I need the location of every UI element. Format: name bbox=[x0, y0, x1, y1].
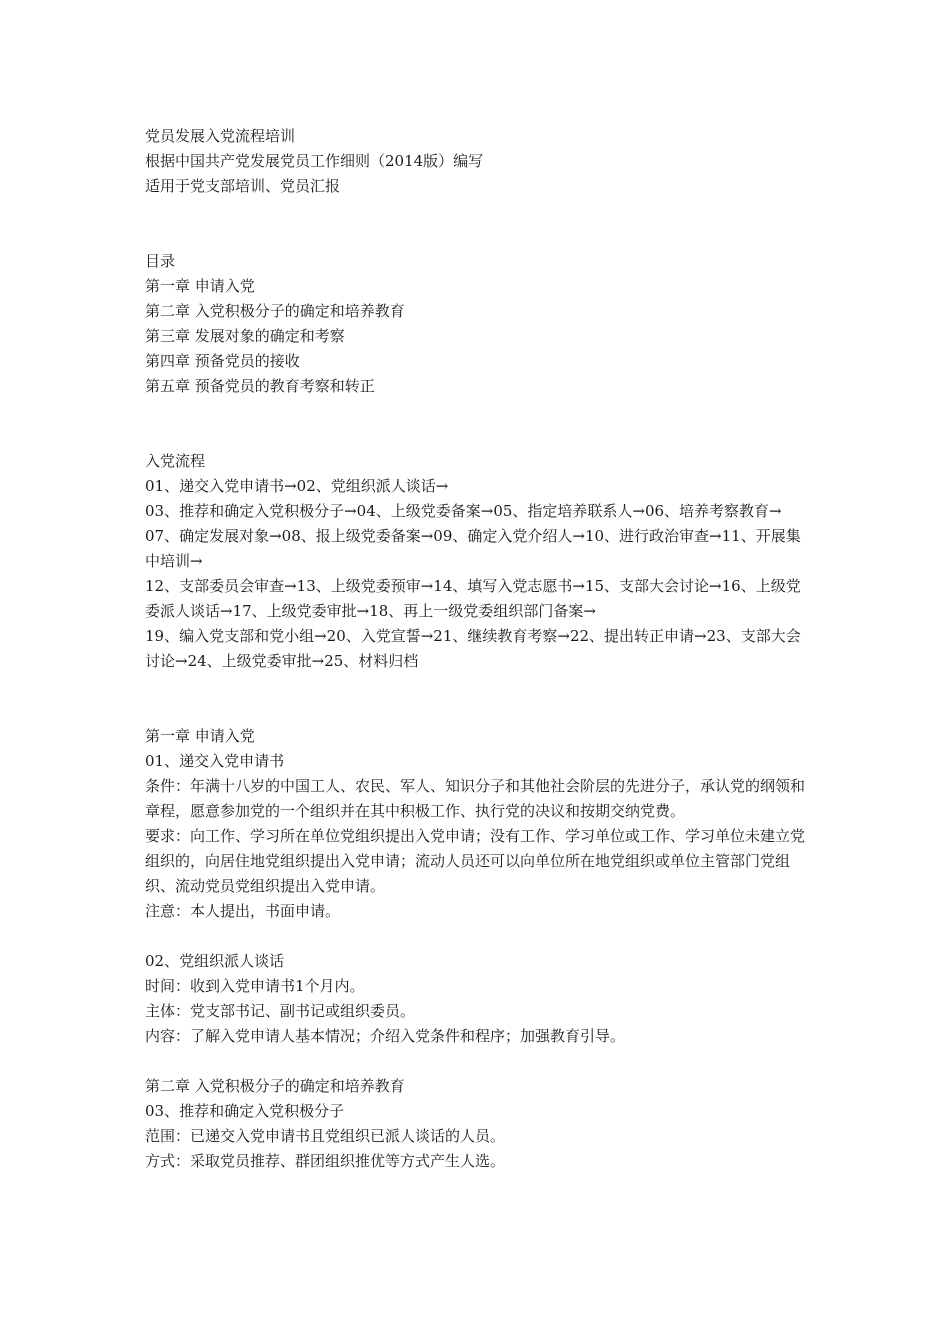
step-note: 注意：本人提出，书面申请。 bbox=[145, 902, 341, 920]
flow-heading: 入党流程 bbox=[145, 452, 206, 470]
step-method: 方式：采取党员推荐、群团组织推优等方式产生人选。 bbox=[145, 1152, 506, 1170]
flow-paragraph: 19、编入党支部和党小组→20、入党宣誓→21、继续教育考察→22、提出转正申请→23、支部大会讨论→24、上级党委审批→25、材料归档 bbox=[145, 627, 801, 670]
table-of-contents bbox=[145, 249, 815, 399]
spacer bbox=[145, 674, 815, 724]
chapter-heading: 第二章 入党积极分子的确定和培养教育 bbox=[145, 1077, 405, 1095]
step-title: 02、党组织派人谈话 bbox=[145, 952, 285, 970]
chapter-1 bbox=[145, 724, 815, 1049]
document-subtitle: 根据中国共产党发展党员工作细则（2014版）编写 bbox=[145, 152, 484, 170]
step-content: 内容：了解入党申请人基本情况；介绍入党条件和程序；加强教育引导。 bbox=[145, 1027, 626, 1045]
step-condition: 条件：年满十八岁的中国工人、农民、军人、知识分子和其他社会阶层的先进分子，承认党的纲领和章程，愿意参加党的一个组织并在其中积极工作、执行党的决议和按期交纳党费。 bbox=[145, 777, 806, 820]
step-requirement: 要求：向工作、学习所在单位党组织提出入党申请；没有工作、学习单位或工作、学习单位未建立党组织的，向居住地党组织提出入党申请；流动人员还可以向单位所在地党组织或单位主管部门党组织、流动党员党组织提出入党申请。 bbox=[145, 827, 806, 895]
toc-item: 第五章 预备党员的教育考察和转正 bbox=[145, 377, 375, 395]
step-title: 03、推荐和确定入党积极分子 bbox=[145, 1102, 345, 1120]
toc-heading: 目录 bbox=[145, 252, 176, 270]
flow-paragraph: 03、推荐和确定入党积极分子→04、上级党委备案→05、指定培养联系人→06、培养考察教育→ bbox=[145, 502, 782, 520]
flow-paragraph: 07、确定发展对象→08、报上级党委备案→09、确定入党介绍人→10、进行政治审查→11、开展集中培训→ bbox=[145, 527, 801, 570]
chapter-2 bbox=[145, 1074, 815, 1174]
toc-item: 第三章 发展对象的确定和考察 bbox=[145, 327, 345, 345]
document-page bbox=[145, 124, 815, 1174]
step-time: 时间：收到入党申请书1个月内。 bbox=[145, 977, 365, 995]
document-title: 党员发展入党流程培训 bbox=[145, 127, 296, 145]
flow-section bbox=[145, 449, 815, 674]
toc-item: 第四章 预备党员的接收 bbox=[145, 352, 300, 370]
spacer bbox=[145, 199, 815, 249]
toc-item: 第一章 申请入党 bbox=[145, 277, 255, 295]
spacer bbox=[145, 924, 815, 949]
chapter-heading: 第一章 申请入党 bbox=[145, 727, 255, 745]
flow-paragraph: 12、支部委员会审查→13、上级党委预审→14、填写入党志愿书→15、支部大会讨论→16、上级党委派人谈话→17、上级党委审批→18、再上一级党委组织部门备案→ bbox=[145, 577, 801, 620]
flow-paragraph: 01、递交入党申请书→02、党组织派人谈话→ bbox=[145, 477, 449, 495]
toc-item: 第二章 入党积极分子的确定和培养教育 bbox=[145, 302, 405, 320]
step-scope: 范围：已递交入党申请书且党组织已派人谈话的人员。 bbox=[145, 1127, 506, 1145]
spacer bbox=[145, 399, 815, 449]
spacer bbox=[145, 1049, 815, 1074]
step-title: 01、递交入党申请书 bbox=[145, 752, 285, 770]
document-audience: 适用于党支部培训、党员汇报 bbox=[145, 177, 341, 195]
step-subject: 主体：党支部书记、副书记或组织委员。 bbox=[145, 1002, 416, 1020]
